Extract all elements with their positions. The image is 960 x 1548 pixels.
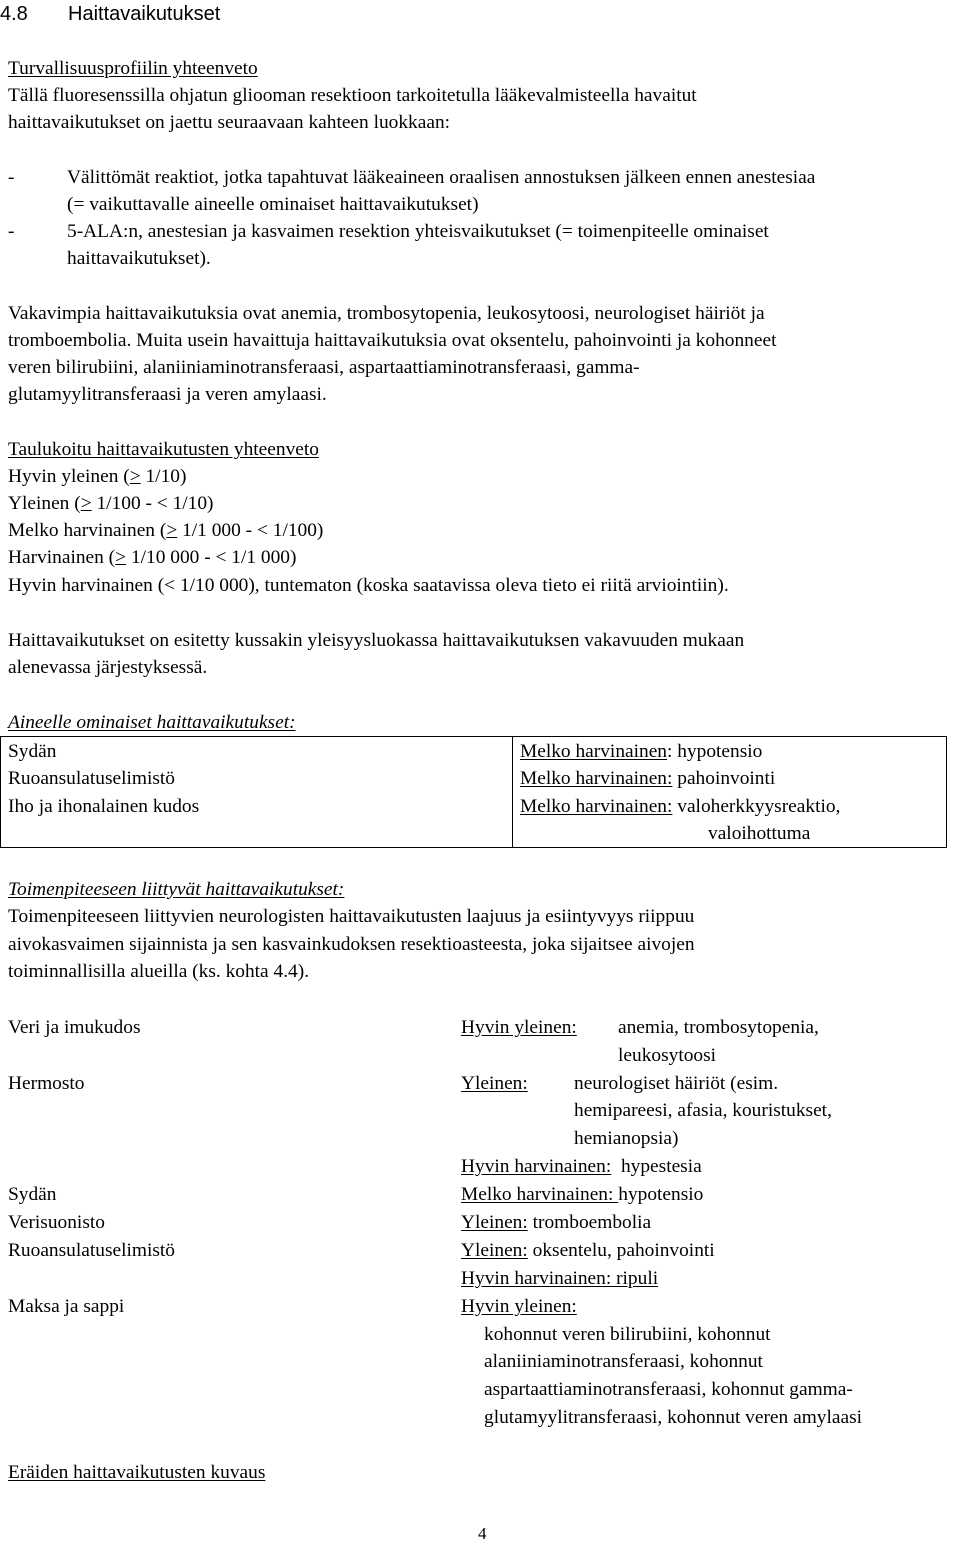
- ge-symbol-icon: >: [80, 493, 92, 514]
- organ-class: Iho ja ihonalainen kudos: [8, 796, 200, 817]
- adverse-effect: aspartaattiaminotransferaasi, kohonnut gamma-: [484, 1379, 853, 1400]
- frequency-definition: Harvinainen (> 1/10 000 - < 1/1 000): [8, 544, 296, 572]
- ge-symbol-icon: >: [129, 466, 141, 487]
- table-border: [946, 736, 947, 848]
- table-border: [512, 736, 513, 848]
- table-border: [0, 736, 1, 848]
- organ-class: Ruoansulatuselimistö: [8, 768, 175, 789]
- frequency-label: Yleinen:: [461, 1073, 528, 1094]
- description-heading: Eräiden haittavaikutusten kuvaus: [8, 1462, 266, 1483]
- procedure-line: aivokasvaimen sijainnista ja sen kasvainkudoksen resektioasteesta, joka sijaitsee aivojen: [8, 934, 695, 955]
- bullet-line: Välittömät reaktiot, jotka tapahtuvat lääkeaineen oraalisen annostuksen jälkeen ennen anestesiaa: [67, 167, 816, 188]
- adverse-effect: Hyvin harvinainen: hypestesia: [461, 1156, 702, 1177]
- organ-class: Sydän: [8, 1184, 57, 1205]
- section-number: 4.8: [0, 3, 28, 25]
- organ-class: Sydän: [8, 741, 57, 762]
- organ-class: Veri ja imukudos: [8, 1017, 141, 1038]
- bullet-dash: -: [8, 221, 15, 242]
- frequency-definition: Melko harvinainen (> 1/1 000 - < 1/100): [8, 517, 323, 545]
- bullet-line: haittavaikutukset).: [67, 248, 211, 269]
- bullet-line: 5-ALA:n, anestesian ja kasvaimen resektion yhteisvaikutukset (= toimenpiteelle ominaiset: [67, 221, 769, 242]
- summary-line: Tällä fluoresenssilla ohjatun gliooman resektioon tarkoitetulla lääkevalmisteella havaitut: [8, 85, 697, 106]
- adverse-effect: kohonnut veren bilirubiini, kohonnut: [484, 1324, 771, 1345]
- adverse-effect: leukosytoosi: [618, 1045, 717, 1066]
- adverse-effect: glutamyylitransferaasi, kohonnut veren amylaasi: [484, 1407, 863, 1428]
- adverse-effect: Melko harvinainen: hypotensio: [461, 1184, 704, 1205]
- adverse-effect: hemianopsia): [574, 1128, 679, 1149]
- organ-class: Hermosto: [8, 1073, 85, 1094]
- adverse-effect: Yleinen: oksentelu, pahoinvointi: [461, 1240, 715, 1261]
- tabulated-heading: Taulukoitu haittavaikutusten yhteenveto: [8, 439, 319, 460]
- organ-class: Verisuonisto: [8, 1212, 105, 1233]
- bullet-line: (= vaikuttavalle aineelle ominaiset haittavaikutukset): [67, 194, 479, 215]
- page-number: 4: [478, 1524, 487, 1543]
- frequency-label: Hyvin yleinen:: [461, 1296, 577, 1317]
- summary-paragraph-line: glutamyylitransferaasi ja veren amylaasi.: [8, 384, 327, 405]
- frequency-label: Hyvin yleinen:: [461, 1017, 577, 1038]
- adverse-effect: Melko harvinainen: valoherkkyysreaktio,: [520, 796, 841, 817]
- bullet-dash: -: [8, 167, 15, 188]
- organ-class: Maksa ja sappi: [8, 1296, 125, 1317]
- adverse-effect: Melko harvinainen: pahoinvointi: [520, 768, 776, 789]
- section-title: Haittavaikutukset: [68, 3, 221, 25]
- summary-line: haittavaikutukset on jaettu seuraavaan kahteen luokkaan:: [8, 112, 451, 133]
- adverse-effect-cont: valoihottuma: [708, 823, 811, 844]
- procedure-line: Toimenpiteeseen liittyvien neurologisten haittavaikutusten laajuus ja esiintyvyys riippuu: [8, 906, 695, 927]
- summary-paragraph-line: tromboembolia. Muita usein havaittuja haittavaikutuksia ovat oksentelu, pahoinvointi ja kohonneet: [8, 330, 777, 351]
- adverse-effect: alaniiniaminotransferaasi, kohonnut: [484, 1351, 763, 1372]
- substance-heading: Aineelle ominaiset haittavaikutukset:: [8, 712, 296, 733]
- frequency-definition: Hyvin harvinainen (< 1/10 000), tuntematon (koska saatavissa oleva tieto ei riitä arviointiin).: [8, 575, 729, 596]
- summary-paragraph-line: veren bilirubiini, alaniiniaminotransferaasi, aspartaattiaminotransferaasi, gamma-: [8, 357, 640, 378]
- frequency-definition: Hyvin yleinen (> 1/10): [8, 463, 186, 491]
- procedure-heading: Toimenpiteeseen liittyvät haittavaikutukset:: [8, 879, 345, 900]
- procedure-line: toiminnallisilla alueilla (ks. kohta 4.4).: [8, 961, 310, 982]
- adverse-effect: neurologiset häiriöt (esim.: [574, 1073, 779, 1094]
- organ-class: Ruoansulatuselimistö: [8, 1240, 175, 1261]
- adverse-effect: anemia, trombosytopenia,: [618, 1017, 819, 1038]
- frequency-definition: Yleinen (> 1/100 - < 1/10): [8, 490, 214, 518]
- adverse-effect: Melko harvinainen: hypotensio: [520, 741, 763, 762]
- adverse-effect: Yleinen: tromboembolia: [461, 1212, 652, 1233]
- table-border: [0, 736, 947, 737]
- adverse-effect: hemipareesi, afasia, kouristukset,: [574, 1100, 832, 1121]
- order-note-line: Haittavaikutukset on esitetty kussakin yleisyysluokassa haittavaikutuksen vakavuuden mukaan: [8, 630, 745, 651]
- summary-heading: Turvallisuusprofiilin yhteenveto: [8, 58, 258, 79]
- summary-paragraph-line: Vakavimpia haittavaikutuksia ovat anemia, trombosytopenia, leukosytoosi, neurologiset häiriöt ja: [8, 303, 765, 324]
- adverse-effect: Hyvin harvinainen: ripuli: [461, 1268, 659, 1289]
- order-note-line: alenevassa järjestyksessä.: [8, 657, 208, 678]
- ge-symbol-icon: >: [166, 520, 178, 541]
- ge-symbol-icon: >: [115, 547, 127, 568]
